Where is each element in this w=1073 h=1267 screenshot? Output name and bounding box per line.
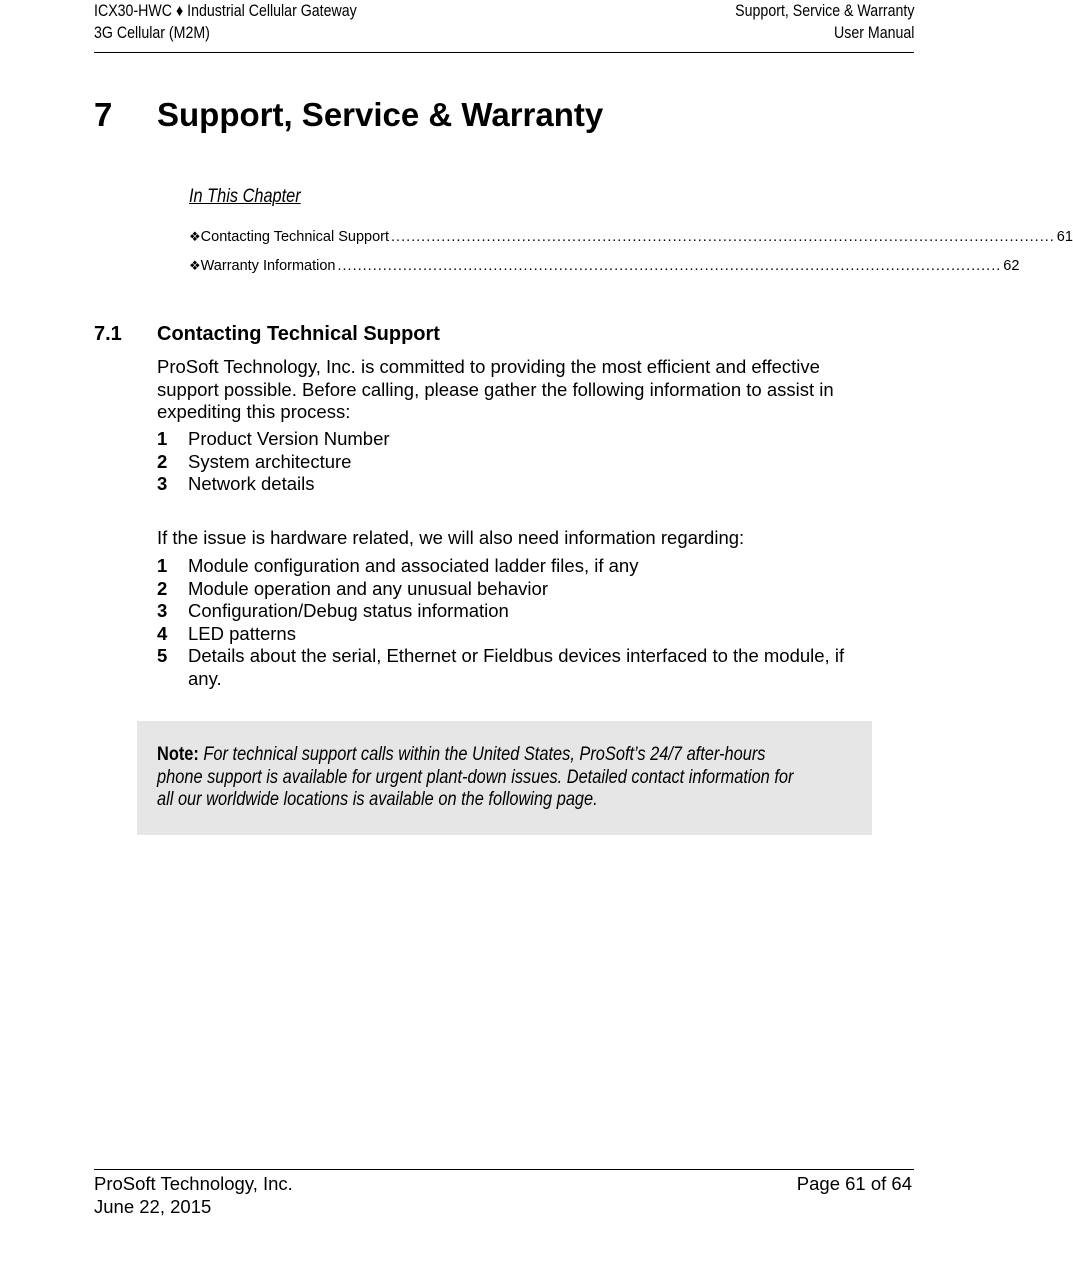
diamond-bullet-icon: ❖: [189, 258, 201, 273]
chapter-title-text: Support, Service & Warranty: [157, 96, 604, 133]
list-text: Configuration/Debug status information: [188, 600, 509, 621]
list-text: Details about the serial, Ethernet or Fieldbus devices interfaced to the module, if any.: [188, 645, 845, 689]
footer-company: ProSoft Technology, Inc.: [94, 1173, 293, 1194]
toc-leader-dots: ....................................................................................................................................: [337, 258, 1002, 274]
list-number: 1: [157, 555, 168, 576]
list-number: 1: [157, 428, 168, 449]
list-text: Module operation and any unusual behavior: [188, 577, 548, 599]
chapter-number: 7: [94, 96, 113, 133]
header-subproduct: 3G Cellular (M2M): [94, 24, 210, 42]
header-chapter-name: Support, Service & Warranty: [734, 2, 914, 20]
toc-entry-label: Contacting Technical Support: [200, 229, 390, 245]
note-label: Note:: [157, 743, 199, 765]
list-text: Module configuration and associated ladder files, if any: [188, 555, 639, 576]
chapter-toc: [189, 229, 1073, 287]
chapter-title: [94, 94, 603, 136]
header-product: ICX30-HWC ♦ Industrial Cellular Gateway: [94, 2, 357, 20]
list-number: 4: [157, 622, 168, 644]
page-footer: [94, 1169, 914, 1217]
footer-date: June 22, 2015: [94, 1195, 212, 1217]
toc-entry[interactable]: [189, 229, 1073, 258]
toc-leader-dots: ....................................................................................................................................: [391, 229, 1055, 245]
toc-entry[interactable]: [189, 258, 1020, 287]
list-number: 5: [157, 645, 168, 666]
header-right: [735, 0, 914, 44]
list-item: [157, 428, 857, 451]
list-item: [157, 578, 857, 601]
list-text: Network details: [188, 473, 315, 494]
list-item: [157, 645, 857, 690]
hardware-paragraph: If the issue is hardware related, we will also need information regarding:: [157, 527, 745, 548]
header-doc-type: User Manual: [833, 24, 914, 42]
section-heading: [94, 320, 440, 348]
list-number: 2: [157, 577, 168, 599]
footer-left: [94, 1173, 293, 1218]
header-left: [94, 0, 357, 44]
diamond-bullet-icon: ❖: [189, 229, 201, 244]
list-item: [157, 555, 857, 578]
list-item: [157, 451, 857, 474]
info-list: [157, 428, 857, 496]
toc-entry-page: 62: [1003, 258, 1020, 274]
list-text: Product Version Number: [188, 428, 390, 449]
list-number: 3: [157, 600, 168, 621]
in-this-chapter-heading: In This Chapter: [189, 186, 301, 207]
hardware-list: [157, 555, 857, 690]
list-item: [157, 600, 857, 623]
list-text: System architecture: [188, 450, 352, 472]
footer-page-number: Page 61 of 64: [796, 1173, 912, 1194]
section-number: 7.1: [94, 323, 122, 345]
toc-entry-page: 61: [1056, 229, 1073, 245]
list-text: LED patterns: [188, 622, 296, 644]
section-title: Contacting Technical Support: [157, 323, 440, 345]
note-box: [137, 721, 872, 835]
list-item: [157, 473, 857, 496]
list-number: 3: [157, 473, 168, 494]
page-header: [94, 0, 914, 53]
intro-paragraph: ProSoft Technology, Inc. is committed to providing the most efficient and effective support possible. Before calling, please gather the following information to assist in expediting this process:: [157, 356, 834, 422]
toc-entry-label: Warranty Information: [200, 258, 336, 274]
note-body: For technical support calls within the United States, ProSoft’s 24/7 after-hours phone support is available for urgent plant-down issues. Detailed contact information for all our worldwide locations is available on the following page.: [157, 743, 794, 810]
list-item: [157, 623, 857, 646]
list-number: 2: [157, 450, 168, 472]
note-text: [157, 743, 795, 811]
